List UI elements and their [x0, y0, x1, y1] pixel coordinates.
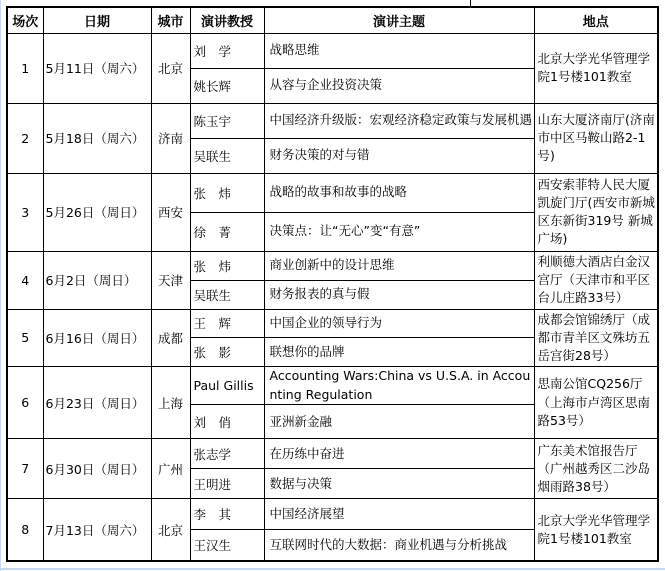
topic-cell: 中国经济展望 — [264, 499, 534, 530]
session-number: 8 — [7, 499, 43, 561]
professor-cell: 吴联生 — [190, 138, 264, 173]
topic-cell: 在历练中奋进 — [264, 439, 534, 469]
topic-cell: 财务报表的真与假 — [264, 280, 534, 309]
seminar-schedule-table — [6, 6, 659, 562]
session-number: 7 — [7, 439, 43, 499]
city-cell: 北京 — [151, 499, 190, 561]
session-number: 4 — [7, 251, 43, 309]
topic-cell: 数据与决策 — [264, 469, 534, 499]
session-number: 5 — [7, 309, 43, 366]
city-cell: 广州 — [151, 439, 190, 499]
venue-cell: 西安索菲特人民大厦凯旋门厅(西安市新城区东新街319号 新城广场) — [534, 173, 658, 251]
topic-cell: 中国企业的领导行为 — [264, 309, 534, 338]
professor-cell: 刘 学 — [190, 33, 264, 68]
date-cell: 6月30日（周日） — [43, 439, 151, 499]
professor-cell: 姚长辉 — [190, 68, 264, 103]
topic-cell: 战略思维 — [264, 33, 534, 68]
venue-cell: 思南公馆CQ256厅（上海市卢湾区思南路53号） — [534, 366, 658, 439]
window-left-edge — [0, 0, 1, 571]
table-row — [7, 499, 658, 530]
topic-cell: 财务决策的对与错 — [264, 138, 534, 173]
session-number: 6 — [7, 366, 43, 439]
table-row — [7, 103, 658, 138]
col-header-session: 场次 — [7, 7, 43, 33]
topic-cell: 联想你的品牌 — [264, 338, 534, 367]
date-cell: 6月2日（周日） — [43, 251, 151, 309]
date-cell: 5月18日（周六） — [43, 103, 151, 173]
venue-cell: 山东大厦济南厅(济南市中区马鞍山路2-1号) — [534, 103, 658, 173]
table-header-row — [7, 7, 658, 33]
professor-cell: 张志学 — [190, 439, 264, 469]
professor-cell: 陈玉宇 — [190, 103, 264, 138]
date-cell: 5月11日（周六） — [43, 33, 151, 103]
topic-cell: 商业创新中的设计思维 — [264, 251, 534, 280]
professor-cell: 王明进 — [190, 469, 264, 499]
table-row — [7, 366, 658, 405]
topic-cell: 互联网时代的大数据：商业机遇与分析挑战 — [264, 530, 534, 561]
professor-cell: 张 炜 — [190, 173, 264, 212]
city-cell: 西安 — [151, 173, 190, 251]
professor-cell: 刘 俏 — [190, 405, 264, 439]
professor-cell: 张 影 — [190, 338, 264, 367]
venue-cell: 成都会馆锦绣厅（成都市青羊区文殊坊五岳宫街28号） — [534, 309, 658, 366]
city-cell: 上海 — [151, 366, 190, 439]
table-row — [7, 173, 658, 212]
city-cell: 成都 — [151, 309, 190, 366]
table-row — [7, 439, 658, 469]
professor-cell: 王 辉 — [190, 309, 264, 338]
date-cell: 6月16日（周日） — [43, 309, 151, 366]
session-number: 3 — [7, 173, 43, 251]
table-row — [7, 251, 658, 280]
city-cell: 北京 — [151, 33, 190, 103]
table-row — [7, 33, 658, 68]
date-cell: 7月13日（周六） — [43, 499, 151, 561]
venue-cell: 北京大学光华管理学院1号楼101教室 — [534, 33, 658, 103]
venue-cell: 利顺德大酒店白金汉宫厅（天津市和平区台儿庄路33号） — [534, 251, 658, 309]
city-cell: 天津 — [151, 251, 190, 309]
col-header-professor: 演讲教授 — [190, 7, 264, 33]
col-header-topic: 演讲主题 — [264, 7, 534, 33]
topic-cell: 从容与企业投资决策 — [264, 68, 534, 103]
professor-cell: 张 炜 — [190, 251, 264, 280]
professor-cell: 徐 菁 — [190, 212, 264, 251]
professor-cell: 李 其 — [190, 499, 264, 530]
city-cell: 济南 — [151, 103, 190, 173]
col-header-date: 日期 — [43, 7, 151, 33]
topic-cell: 中国经济升级版：宏观经济稳定政策与发展机遇 — [264, 103, 534, 138]
topic-cell: Accounting Wars:China vs U.S.A. in Accounting Regulation — [264, 366, 534, 405]
venue-cell: 北京大学光华管理学院1号楼101教室 — [534, 499, 658, 561]
date-cell: 5月26日（周日） — [43, 173, 151, 251]
professor-cell: 王汉生 — [190, 530, 264, 561]
topic-cell: 决策点：让“无心”变“有意” — [264, 212, 534, 251]
session-number: 1 — [7, 33, 43, 103]
date-cell: 6月23日（周日） — [43, 366, 151, 439]
session-number: 2 — [7, 103, 43, 173]
venue-cell: 广东美术馆报告厅（广州越秀区二沙岛烟雨路38号） — [534, 439, 658, 499]
table-row — [7, 309, 658, 338]
window-bottom-edge — [0, 568, 665, 570]
topic-cell: 战略的故事和故事的战略 — [264, 173, 534, 212]
topic-cell: 亚洲新金融 — [264, 405, 534, 439]
col-header-venue: 地点 — [534, 7, 658, 33]
professor-cell: 吴联生 — [190, 280, 264, 309]
col-header-city: 城市 — [151, 7, 190, 33]
professor-cell: Paul Gillis — [190, 366, 264, 405]
